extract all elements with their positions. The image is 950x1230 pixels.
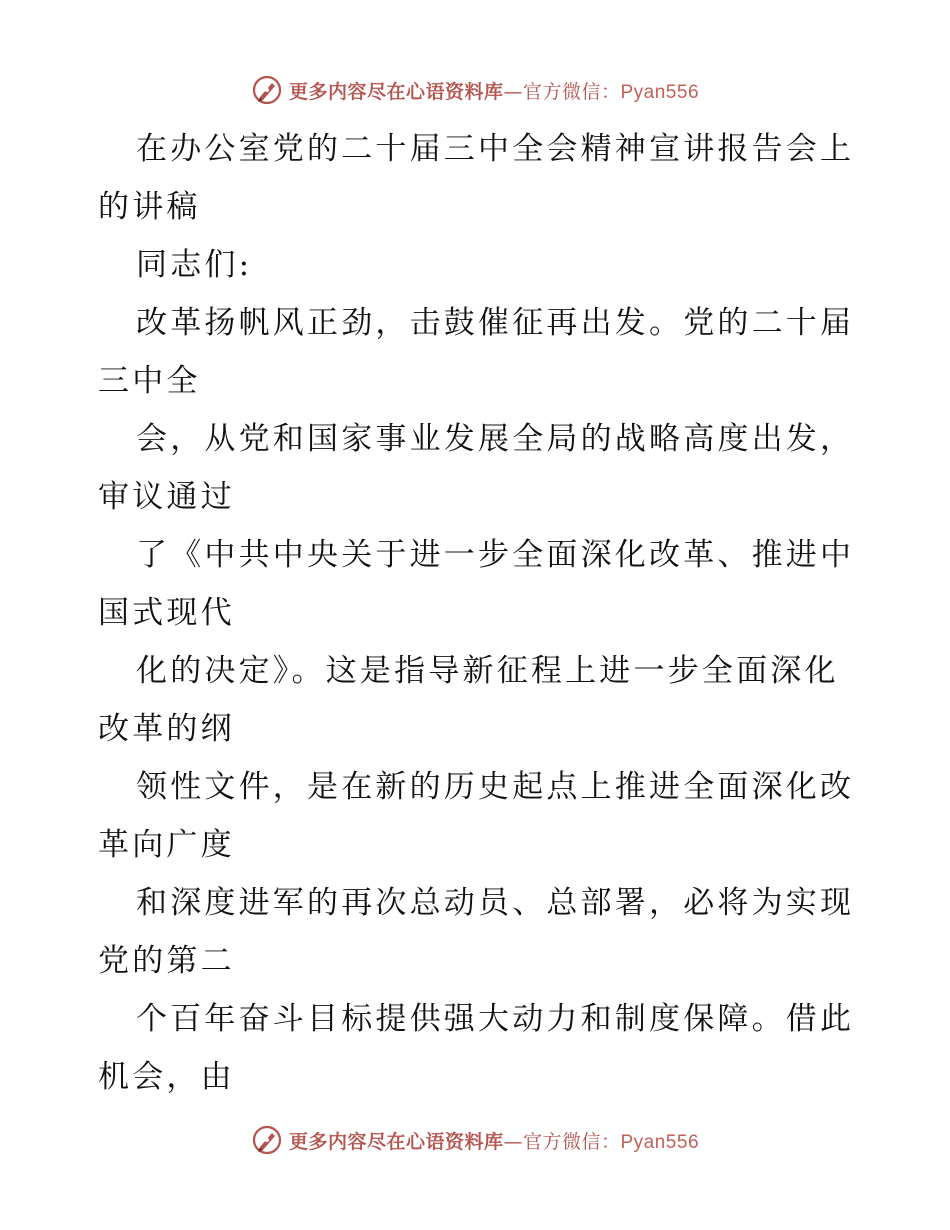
pen-logo-icon: [251, 74, 283, 106]
watermark-id: Pyan556: [620, 81, 700, 103]
watermark-text: [289, 77, 699, 104]
body-line: 机会，由: [98, 1059, 235, 1095]
document-title-line-1: 在办公室党的二十届三中全会精神宣讲报告会上: [136, 131, 855, 167]
watermark-separator: —: [503, 1130, 523, 1153]
watermark-sub: 官方微信：: [522, 80, 621, 103]
body-paragraph: [98, 294, 858, 1106]
body-line: 和深度进军的再次总动员、总部署，必将为实现: [136, 885, 855, 921]
salutation: 同志们:: [136, 247, 253, 283]
document-title-line-2: 的讲稿: [98, 189, 201, 225]
body-line: 个百年奋斗目标提供强大动力和制度保障。借此: [136, 1001, 855, 1037]
body-line: 审议通过: [98, 479, 235, 515]
body-line: 改革扬帆风正劲，击鼓催征再出发。党的二十届: [136, 305, 855, 341]
body-line: 会，从党和国家事业发展全局的战略高度出发，: [136, 421, 855, 457]
body-line: 革向广度: [98, 827, 235, 863]
pen-logo-icon: [251, 1124, 283, 1156]
body-line: 了《中共中央关于进一步全面深化改革、推进中: [136, 537, 855, 573]
body-line: 三中全: [98, 363, 201, 399]
body-line: 改革的纲: [98, 711, 235, 747]
watermark-sub: 官方微信：: [522, 1130, 621, 1153]
watermark-text: [289, 1127, 699, 1154]
body-line: 领性文件，是在新的历史起点上推进全面深化改: [136, 769, 855, 805]
watermark-main: 更多内容尽在心语资料库: [288, 1130, 504, 1153]
watermark-separator: —: [503, 80, 523, 103]
watermark-banner-bottom: [0, 1120, 950, 1160]
watermark-main: 更多内容尽在心语资料库: [288, 80, 504, 103]
document-body: [98, 120, 858, 1106]
watermark-banner-top: [0, 70, 950, 110]
body-line: 党的第二: [98, 943, 235, 979]
watermark-id: Pyan556: [620, 1131, 700, 1153]
body-line: 国式现代: [98, 595, 235, 631]
body-line: 化的决定》。这是指导新征程上进一步全面深化: [136, 653, 839, 689]
